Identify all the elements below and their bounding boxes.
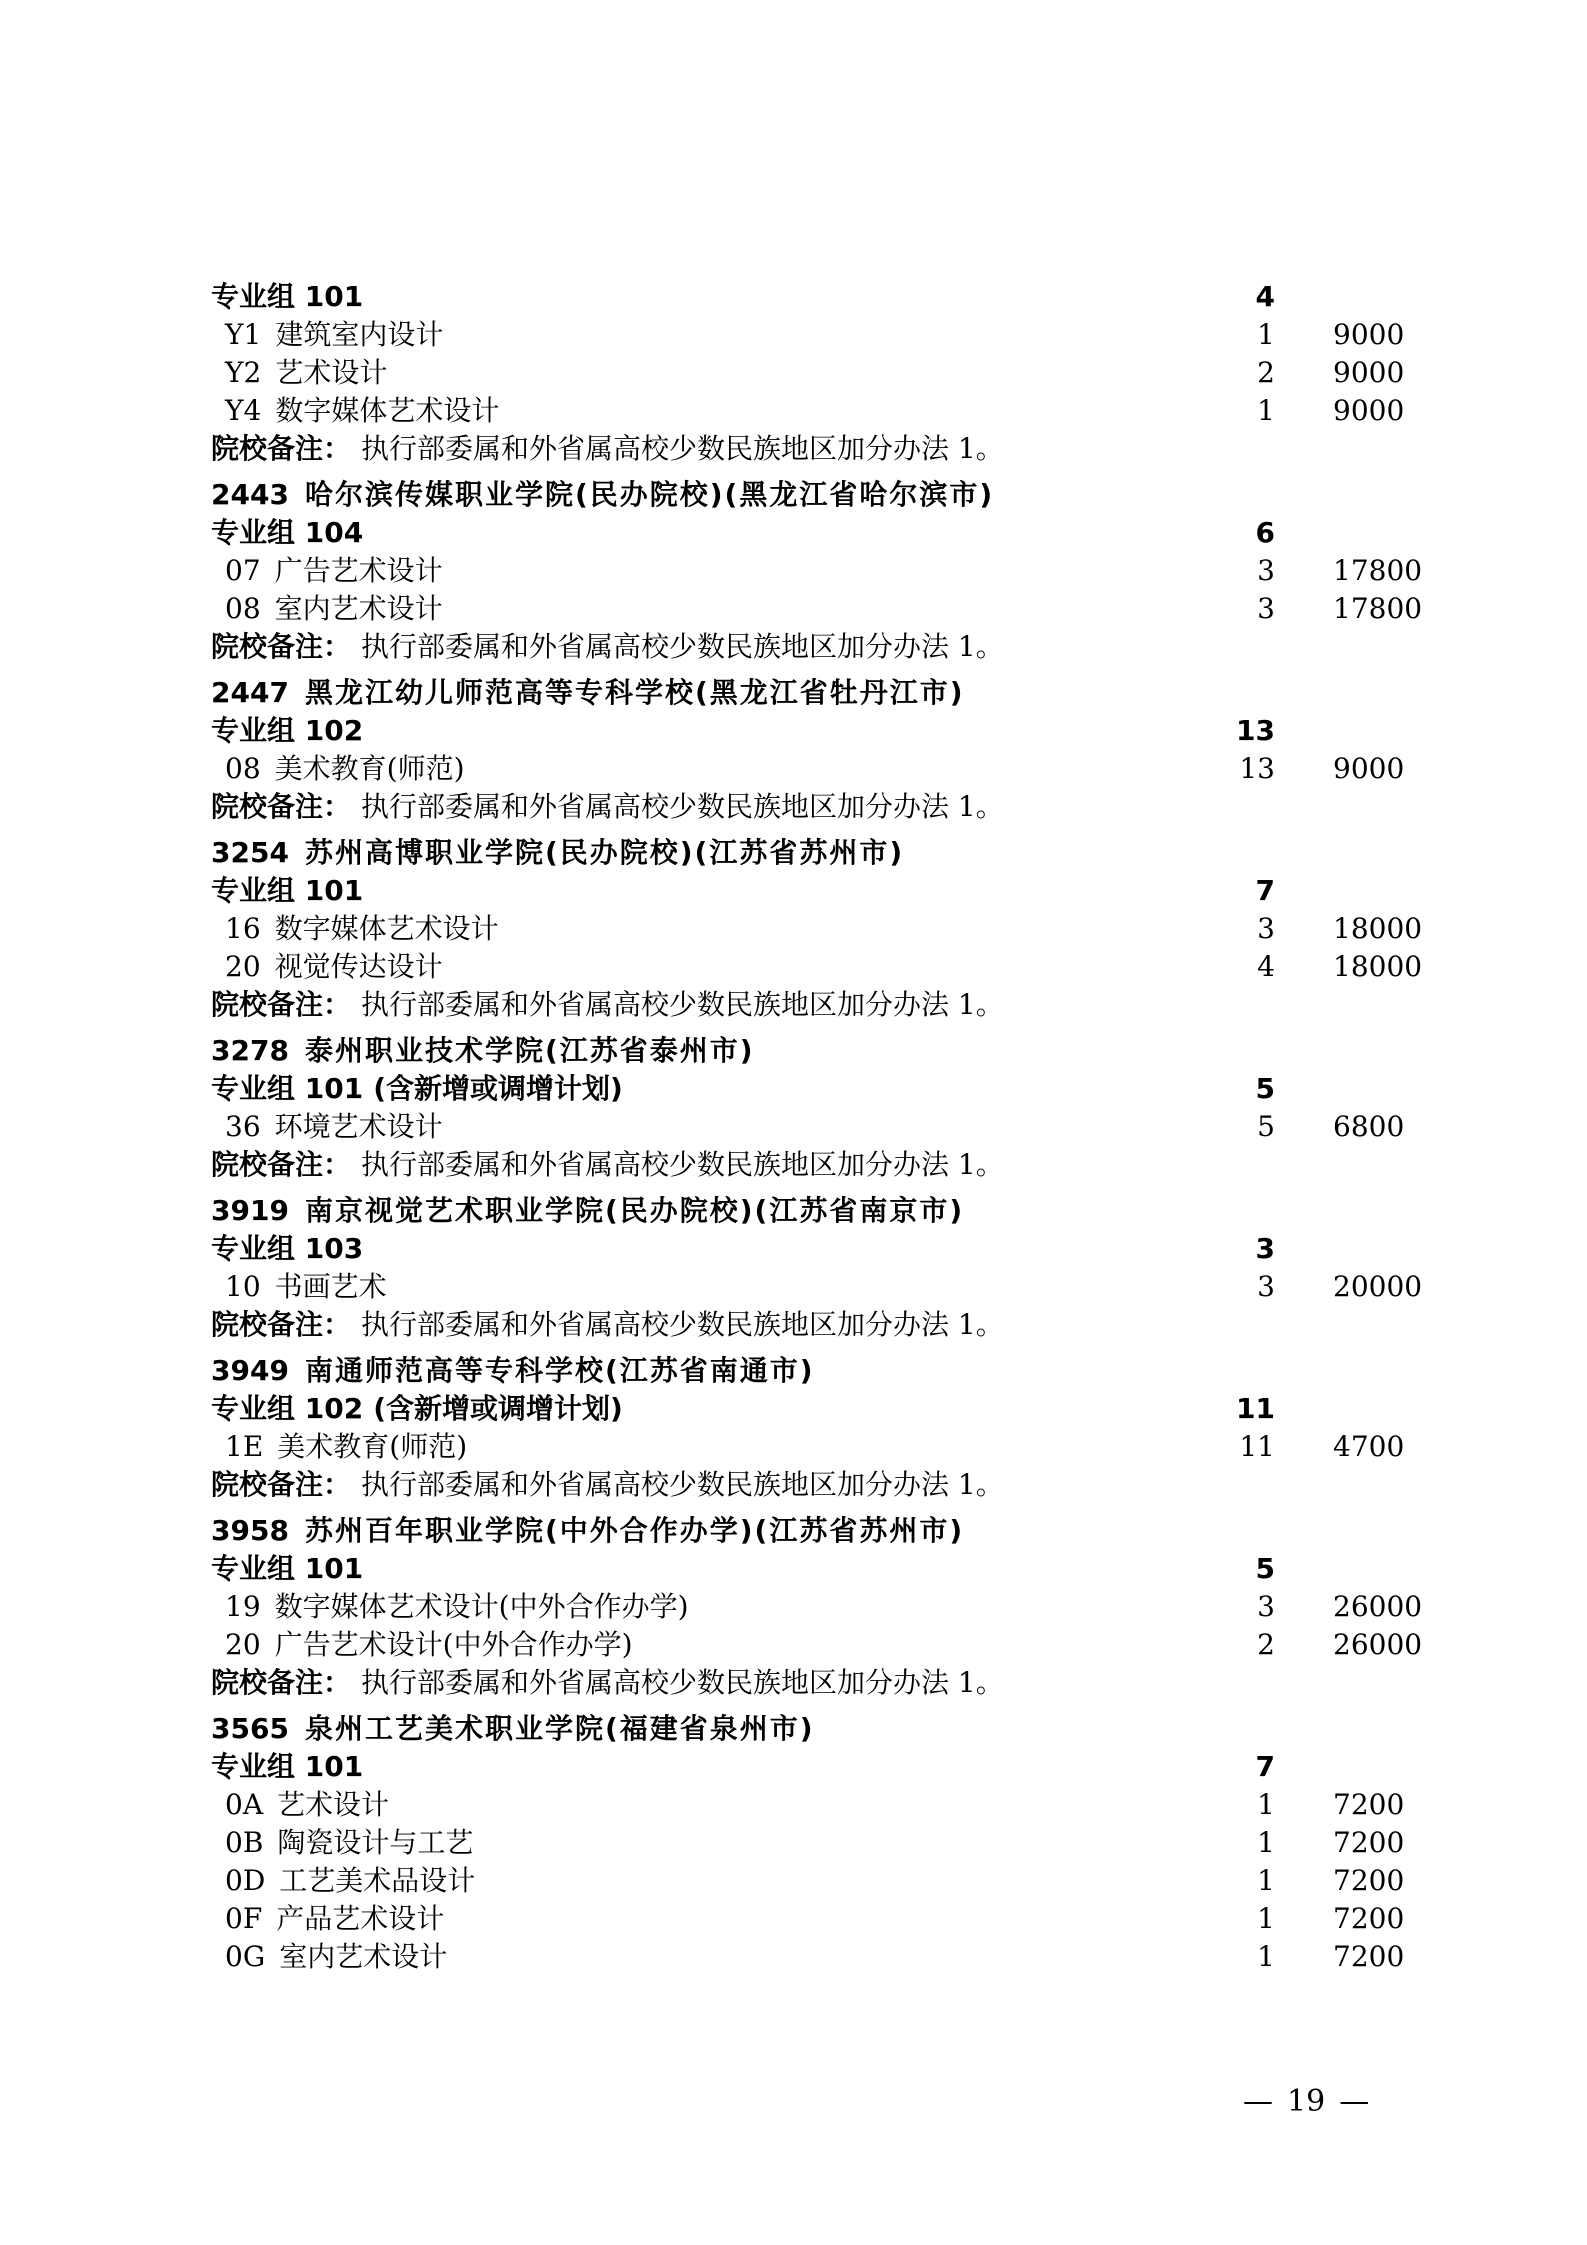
major-name: 书画艺术: [274, 1270, 387, 1303]
major-row: [211, 1108, 1501, 1146]
major-code: 20: [225, 1628, 261, 1661]
plan-count: 1: [1257, 318, 1275, 351]
institution-block: [211, 674, 1501, 826]
group-plan-count: 11: [1236, 1392, 1275, 1425]
major-row: [211, 910, 1501, 948]
major-code: 20: [225, 950, 261, 983]
major-row: [211, 1824, 1501, 1862]
tuition-fee: 6800: [1333, 1110, 1405, 1143]
tuition-fee: 9000: [1333, 356, 1405, 389]
major-group-row: [211, 514, 1501, 552]
major-name: 数字媒体艺术设计(中外合作办学): [274, 1590, 689, 1623]
remark-row: [211, 1664, 1501, 1702]
footer-dash-left: —: [1243, 2084, 1273, 2119]
remark-label: 院校备注：: [211, 1468, 352, 1501]
major-group-label: 专业组 101: [211, 1552, 364, 1585]
major-name: 视觉传达设计: [274, 950, 443, 983]
major-code: 19: [225, 1590, 261, 1623]
tuition-fee: 26000: [1333, 1590, 1423, 1623]
plan-count: 1: [1257, 394, 1275, 427]
major-group-note: (含新增或调增计划): [373, 1392, 623, 1425]
major-row: [211, 1862, 1501, 1900]
major-row: [211, 354, 1501, 392]
remark-row: [211, 430, 1501, 468]
institution-code: 3254: [211, 836, 289, 869]
remark-label: 院校备注：: [211, 1308, 352, 1341]
major-name: 室内艺术设计: [279, 1940, 448, 1973]
remark-text: 执行部委属和外省属高校少数民族地区加分办法 1。: [361, 630, 1004, 663]
institution-name: 黑龙江幼儿师范高等专科学校(黑龙江省牡丹江市): [304, 676, 965, 709]
remark-text: 执行部委属和外省属高校少数民族地区加分办法 1。: [361, 1666, 1004, 1699]
institution-block: [211, 476, 1501, 666]
major-code: 0B: [225, 1826, 264, 1859]
plan-count: 1: [1257, 1864, 1275, 1897]
remark-row: [211, 1306, 1501, 1344]
remark-text: 执行部委属和外省属高校少数民族地区加分办法 1。: [361, 790, 1004, 823]
plan-count: 11: [1239, 1430, 1275, 1463]
institution-header: [211, 1032, 1501, 1070]
plan-count: 3: [1257, 554, 1275, 587]
remark-text: 执行部委属和外省属高校少数民族地区加分办法 1。: [361, 1308, 1004, 1341]
plan-count: 3: [1257, 1590, 1275, 1623]
major-row: [211, 750, 1501, 788]
major-row: [211, 1626, 1501, 1664]
institution-block: [211, 1710, 1501, 1976]
tuition-fee: 18000: [1333, 950, 1423, 983]
plan-count: 5: [1257, 1110, 1275, 1143]
major-code: Y1: [225, 318, 262, 351]
tuition-fee: 20000: [1333, 1270, 1423, 1303]
major-row: [211, 392, 1501, 430]
major-code: 0A: [225, 1788, 264, 1821]
remark-text: 执行部委属和外省属高校少数民族地区加分办法 1。: [361, 988, 1004, 1021]
major-code: 08: [225, 592, 261, 625]
institution-name: 泉州工艺美术职业学院(福建省泉州市): [304, 1712, 815, 1745]
major-name: 工艺美术品设计: [279, 1864, 476, 1897]
institution-block: [211, 1512, 1501, 1702]
major-group-label: 专业组 103: [211, 1232, 364, 1265]
institution-block: [211, 278, 1501, 468]
remark-text: 执行部委属和外省属高校少数民族地区加分办法 1。: [361, 432, 1004, 465]
major-group-label: 专业组 102: [211, 714, 364, 747]
remark-label: 院校备注：: [211, 1148, 352, 1181]
remark-text: 执行部委属和外省属高校少数民族地区加分办法 1。: [361, 1468, 1004, 1501]
remark-row: [211, 1146, 1501, 1184]
major-name: 广告艺术设计: [274, 554, 443, 587]
major-name: 数字媒体艺术设计: [275, 394, 500, 427]
major-group-row: [211, 1748, 1501, 1786]
group-plan-count: 4: [1255, 280, 1275, 313]
major-code: 36: [225, 1110, 261, 1143]
major-name: 环境艺术设计: [274, 1110, 443, 1143]
remark-label: 院校备注：: [211, 432, 352, 465]
major-group-label: 专业组 102: [211, 1392, 364, 1425]
institution-name: 苏州高博职业学院(民办院校)(江苏省苏州市): [304, 836, 905, 869]
major-group-row: [211, 1550, 1501, 1588]
major-name: 产品艺术设计: [276, 1902, 445, 1935]
institution-code: 3949: [211, 1354, 289, 1387]
institution-name: 苏州百年职业学院(中外合作办学)(江苏省苏州市): [304, 1514, 965, 1547]
group-plan-count: 5: [1255, 1552, 1275, 1585]
tuition-fee: 7200: [1333, 1864, 1405, 1897]
major-group-row: [211, 1230, 1501, 1268]
plan-count: 13: [1239, 752, 1275, 785]
major-name: 艺术设计: [275, 356, 388, 389]
plan-count: 1: [1257, 1788, 1275, 1821]
major-row: [211, 1428, 1501, 1466]
institution-name: 南京视觉艺术职业学院(民办院校)(江苏省南京市): [304, 1194, 965, 1227]
remark-label: 院校备注：: [211, 630, 352, 663]
group-plan-count: 3: [1255, 1232, 1275, 1265]
major-row: [211, 1786, 1501, 1824]
major-group-label: 专业组 101: [211, 874, 364, 907]
tuition-fee: 7200: [1333, 1940, 1405, 1973]
major-code: 07: [225, 554, 261, 587]
plan-count: 2: [1257, 356, 1275, 389]
group-plan-count: 7: [1255, 874, 1275, 907]
institution-name: 哈尔滨传媒职业学院(民办院校)(黑龙江省哈尔滨市): [304, 478, 995, 511]
institution-block: [211, 834, 1501, 1024]
plan-count: 1: [1257, 1826, 1275, 1859]
major-code: 16: [225, 912, 261, 945]
institution-code: 3565: [211, 1712, 289, 1745]
footer-dash-right: —: [1339, 2084, 1370, 2119]
remark-row: [211, 1466, 1501, 1504]
admissions-list: [211, 278, 1501, 1984]
remark-row: [211, 788, 1501, 826]
major-group-label: 专业组 101: [211, 280, 364, 313]
tuition-fee: 9000: [1333, 394, 1405, 427]
institution-header: [211, 1192, 1501, 1230]
major-group-row: [211, 1070, 1501, 1108]
major-group-label: 专业组 101: [211, 1750, 364, 1783]
institution-block: [211, 1192, 1501, 1344]
major-name: 室内艺术设计: [274, 592, 443, 625]
institution-header: [211, 834, 1501, 872]
plan-count: 3: [1257, 912, 1275, 945]
major-name: 陶瓷设计与工艺: [277, 1826, 474, 1859]
major-row: [211, 1938, 1501, 1976]
institution-code: 3919: [211, 1194, 289, 1227]
major-name: 建筑室内设计: [275, 318, 444, 351]
major-code: Y2: [225, 356, 262, 389]
institution-code: 3958: [211, 1514, 289, 1547]
tuition-fee: 26000: [1333, 1628, 1423, 1661]
major-code: 08: [225, 752, 261, 785]
tuition-fee: 7200: [1333, 1826, 1405, 1859]
plan-count: 2: [1257, 1628, 1275, 1661]
tuition-fee: 18000: [1333, 912, 1423, 945]
major-code: 0G: [225, 1940, 266, 1973]
group-plan-count: 6: [1255, 516, 1275, 549]
group-plan-count: 5: [1255, 1072, 1275, 1105]
page-number: 19: [1287, 2084, 1326, 2119]
major-code: 0F: [225, 1902, 263, 1935]
institution-header: [211, 476, 1501, 514]
major-group-row: [211, 278, 1501, 316]
major-group-row: [211, 1390, 1501, 1428]
major-group-row: [211, 712, 1501, 750]
institution-name: 南通师范高等专科学校(江苏省南通市): [304, 1354, 815, 1387]
institution-block: [211, 1352, 1501, 1504]
major-code: 0D: [225, 1864, 266, 1897]
remark-text: 执行部委属和外省属高校少数民族地区加分办法 1。: [361, 1148, 1004, 1181]
major-group-row: [211, 872, 1501, 910]
major-code: 10: [225, 1270, 261, 1303]
plan-count: 3: [1257, 1270, 1275, 1303]
plan-count: 4: [1257, 950, 1275, 983]
institution-code: 2443: [211, 478, 289, 511]
tuition-fee: 17800: [1333, 554, 1423, 587]
major-code: Y4: [225, 394, 262, 427]
plan-count: 1: [1257, 1902, 1275, 1935]
major-group-label: 专业组 101: [211, 1072, 364, 1105]
major-name: 数字媒体艺术设计: [274, 912, 499, 945]
institution-code: 2447: [211, 676, 289, 709]
institution-name: 泰州职业技术学院(江苏省泰州市): [304, 1034, 755, 1067]
tuition-fee: 17800: [1333, 592, 1423, 625]
institution-block: [211, 1032, 1501, 1184]
institution-header: [211, 1512, 1501, 1550]
institution-header: [211, 1352, 1501, 1390]
remark-row: [211, 986, 1501, 1024]
institution-header: [211, 1710, 1501, 1748]
plan-count: 3: [1257, 592, 1275, 625]
major-name: 艺术设计: [277, 1788, 390, 1821]
institution-header: [211, 674, 1501, 712]
institution-code: 3278: [211, 1034, 289, 1067]
tuition-fee: 4700: [1333, 1430, 1405, 1463]
major-row: [211, 1268, 1501, 1306]
tuition-fee: 9000: [1333, 318, 1405, 351]
major-row: [211, 948, 1501, 986]
major-row: [211, 1588, 1501, 1626]
major-code: 1E: [225, 1430, 264, 1463]
remark-label: 院校备注：: [211, 1666, 352, 1699]
group-plan-count: 7: [1255, 1750, 1275, 1783]
page-footer: [1236, 2082, 1376, 2122]
remark-label: 院校备注：: [211, 790, 352, 823]
remark-label: 院校备注：: [211, 988, 352, 1021]
remark-row: [211, 628, 1501, 666]
major-name: 广告艺术设计(中外合作办学): [274, 1628, 633, 1661]
major-row: [211, 552, 1501, 590]
major-row: [211, 316, 1501, 354]
tuition-fee: 9000: [1333, 752, 1405, 785]
plan-count: 1: [1257, 1940, 1275, 1973]
major-row: [211, 590, 1501, 628]
major-name: 美术教育(师范): [274, 752, 465, 785]
major-name: 美术教育(师范): [277, 1430, 468, 1463]
tuition-fee: 7200: [1333, 1788, 1405, 1821]
group-plan-count: 13: [1236, 714, 1275, 747]
major-group-label: 专业组 104: [211, 516, 364, 549]
major-group-note: (含新增或调增计划): [373, 1072, 623, 1105]
major-row: [211, 1900, 1501, 1938]
tuition-fee: 7200: [1333, 1902, 1405, 1935]
